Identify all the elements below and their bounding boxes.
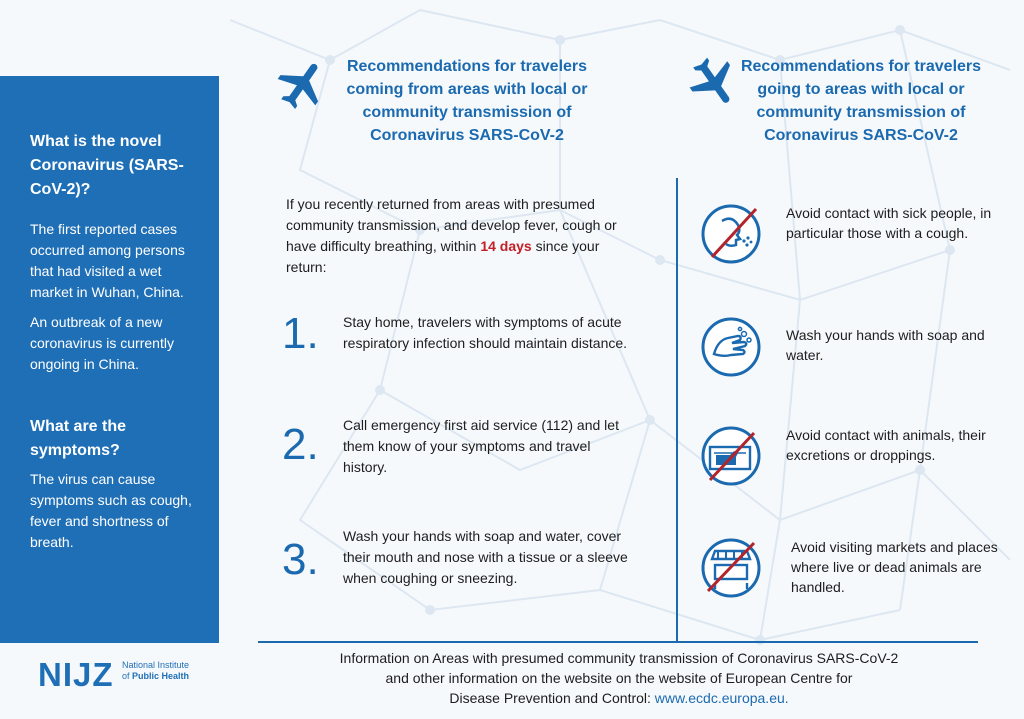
fourteen-days-highlight: 14 days [480,238,532,254]
recommendation-text: Avoid contact with animals, their excretions or droppings. [786,427,986,463]
step-text: Call emergency first aid service (112) and let them know of your symptoms and travel history. [343,417,619,475]
recommendation-text: Wash your hands with soap and water. [786,327,985,363]
sidebar-question-what-is: What is the novel Coronavirus (SARS-CoV-2)? [30,133,184,198]
logo-mark: NIJZ [38,656,114,693]
logo-line-2 [122,671,232,682]
footer-line-2: and other information on the website on the website of European Centre for [385,670,853,686]
logo-line-1: National Institute [122,660,190,670]
sidebar-question-symptoms: What are the symptoms? [30,418,127,459]
step-number: 1. [282,309,319,358]
sidebar-paragraph-symptoms: The virus can cause symptoms such as cough, fever and shortness of breath. [30,471,192,550]
footer-divider [258,641,978,643]
logo-line-2-bold: Public Health [132,671,190,681]
step-number: 3. [282,535,319,584]
column-divider [676,178,678,642]
no-markets-icon [700,537,762,599]
nijz-logo [38,656,190,693]
ecdc-link[interactable]: www.ecdc.europa.eu. [654,690,789,706]
left-column-title: Recommendations for travelers coming from areas with local or community transmission of Coronavirus SARS-CoV-2 [346,58,588,144]
recommendation-text: Avoid contact with sick people, in particular those with a cough. [786,205,992,241]
intro-text-end: since your return: [286,238,600,275]
sidebar-paragraph-origin: The first reported cases occurred among persons that had visited a wet market in Wuhan, China. [30,221,185,300]
intro-text [286,194,626,278]
no-animals-icon [700,425,762,487]
intro-text-start: If you recently returned from areas with presumed community transmission, and develop fever, cough or have difficulty breathing, within [286,196,617,254]
airplane-departure-icon [274,56,332,114]
info-sidebar [0,76,219,643]
recommendation-text: Avoid visiting markets and places where live or dead animals are handled. [791,539,998,595]
step-text: Stay home, travelers with symptoms of acute respiratory infection should maintain distance. [343,314,628,351]
step-number: 2. [282,420,319,469]
logo-subtitle [122,660,232,682]
wash-hands-icon [700,316,762,378]
sidebar-paragraph-outbreak: An outbreak of a new coronavirus is currently ongoing in China. [30,314,174,372]
footer-info [260,648,978,708]
no-sick-contact-icon [700,203,762,265]
logo-line-2-prefix: of [122,671,133,681]
step-text: Wash your hands with soap and water, cover their mouth and nose with a tissue or a sleeve when coughing or sneezing. [343,528,628,586]
footer-line-3-text: Disease Prevention and Control: [449,690,655,706]
footer-line-3 [260,688,978,708]
footer-line-1: Information on Areas with presumed community transmission of Coronavirus SARS-CoV-2 [339,650,899,666]
right-column-title: Recommendations for travelers going to areas with local or community transmission of Coronavirus SARS-CoV-2 [740,58,982,144]
